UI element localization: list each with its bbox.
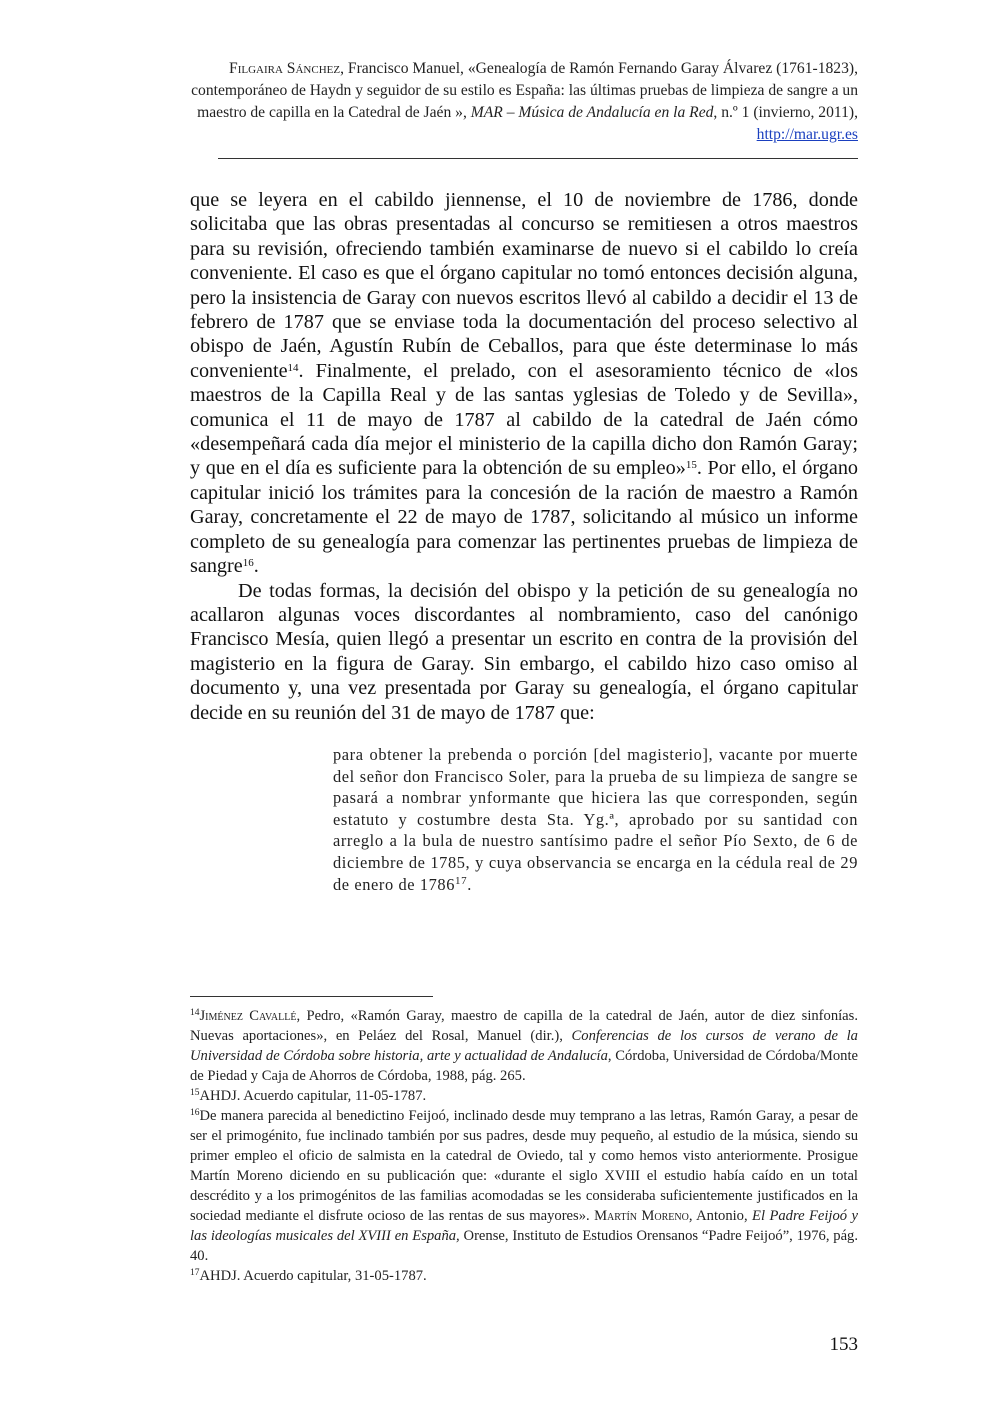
paragraph-1-part-d: . xyxy=(253,555,259,578)
paragraph-1 xyxy=(190,188,858,579)
block-quote xyxy=(333,744,858,895)
paragraph-1-part-b: . Finalmente, el prelado, con el asesoramiento técnico de «los maestros de la Capilla Real y de las santas yglesias de Toledo y de Sevilla», comunica el 11 de mayo de 1787 al cabildo de la catedral de Jaén cómo «desempeñará cada día mejor el ministerio de la capilla dicho don Ramón Garay; y que en el día es suficiente para la obtención de su empleo» xyxy=(190,359,858,480)
body-text xyxy=(190,188,858,725)
footnotes xyxy=(190,1006,858,1286)
paragraph-1-part-c: . Por ello, el órgano capitular inició los trámites para la concesión de la ración de maestro a Ramón Garay, concretamente el 22 de mayo de 1787, solicitando al músico un informe completo de su genealogía para comenzar las pertinentes pruebas de limpieza de sangre xyxy=(190,457,859,578)
footnote-ref-16[interactable]: 16 xyxy=(242,557,254,570)
header-issue: , n.º 1 (invierno, 2011), xyxy=(713,104,858,121)
footnote-17 xyxy=(190,1266,858,1286)
footnote-ref-15[interactable]: 15 xyxy=(685,459,697,472)
paragraph-1-part-a: que se leyera en el cabildo jiennense, el 10 de noviembre de 1786, donde solicitaba que las obras presentadas al concurso se remitiesen a otros maestros para su revisión, ofreciendo también examinarse de nuevo si el cabildo lo creía conveniente. El caso es que el órgano capitular no tomó entonces decisión alguna, pero la insistencia de Garay con nuevos escritos llevó al cabildo a decidir el 13 de febrero de 1787 que se enviase toda la documentación del proceso selectivo al obispo de Jaén, Agustín Rubín de Ceballos, para que éste determinase lo más conveniente xyxy=(190,189,858,382)
footnote-15-text: AHDJ. Acuerdo capitular, 11-05-1787. xyxy=(199,1088,427,1104)
footnote-rule xyxy=(190,996,433,997)
footnote-16-text-a: De manera parecida al benedictino Feijoó, inclinado desde muy temprano a las letras, Ramón Garay, a pesar de ser el primogénito, fue inclinado también por sus padres, desde muy pequeño, al estudio de la música, siendo su primer empleo el oficio de salmista en la catedral de Oviedo, tal y como hemos visto anteriormente. Prosigue Martín Moreno diciendo en su publicación que: «durante el siglo XVIII el estudio había caído en un total descrédito y a los primogénitos de las familias acomodadas se les consideraba suficientemente justificados en la sociedad mediante el disfrute ocioso de las rentas de sus mayores». xyxy=(190,1108,858,1224)
footnote-16-title: El Padre Feijoó y las ideologías musicales del XVIII en España, xyxy=(190,1208,858,1244)
footnote-15 xyxy=(190,1086,858,1106)
footnote-14-author: Jiménez Cavallé xyxy=(199,1008,297,1024)
footnote-14-text-b: , Córdoba, Universidad de Córdoba/Monte de Piedad y Caja de Ahorros de Córdoba, 1988, pág. 265. xyxy=(190,1048,858,1084)
footnote-14 xyxy=(190,1006,858,1086)
header-url-link[interactable]: http://mar.ugr.es xyxy=(756,126,858,143)
running-header xyxy=(190,58,858,146)
footnote-16-number: 16 xyxy=(190,1108,200,1118)
footnote-14-title: Conferencias de los cursos de verano de la Universidad de Córdoba sobre historia, arte y actualidad de Andalucía xyxy=(190,1028,858,1064)
header-citation: , Francisco Manuel, «Genealogía de Ramón Fernando Garay Álvarez (1761-1823), contemporáneo de Haydn y seguidor de su estilo es España: las últimas pruebas de limpieza de sangre a un maestro de capilla en la Catedral de Jaén », xyxy=(191,60,858,121)
footnote-16-text-c: Orense, Instituto de Estudios Orensanos “Padre Feijoó”, 1976, pág. 40. xyxy=(190,1228,858,1264)
paragraph-2: De todas formas, la decisión del obispo y la petición de su genealogía no acallaron algunas voces discordantes al nombramiento, caso del canónigo Francisco Mesía, quien llegó a presentar un escrito en contra de la provisión del magisterio en la figura de Garay. Sin embargo, el cabildo hizo caso omiso al documento y, una vez presentada por Garay su genealogía, el órgano capitular decide en su reunión del 31 de mayo de 1787 que: xyxy=(190,579,858,724)
footnote-ref-17[interactable]: 17 xyxy=(455,874,468,887)
block-quote-text: para obtener la prebenda o porción [del magisterio], vacante por muerte del señor don Francisco Soler, para la prueba de su limpieza de sangre se pasará a nombrar ynformante que hiciera las que corresponden, según estatuto y costumbre desta Sta. Yg.ª, aprobado por su santidad con arreglo a la bula de nuestro santísimo padre el señor Pío Sexto, de 6 de diciembre de 1785, y cuya observancia se encarga en la cédula real de 29 de enero de 1786 xyxy=(333,745,858,894)
header-journal: MAR – Música de Andalucía en la Red xyxy=(470,104,714,121)
footnote-16-text-b: , Antonio, xyxy=(688,1208,753,1224)
footnote-ref-14[interactable]: 14 xyxy=(287,361,299,374)
footnote-15-number: 15 xyxy=(190,1088,200,1098)
page-number: 153 xyxy=(829,1334,858,1355)
block-quote-end: . xyxy=(467,874,472,894)
header-rule xyxy=(218,158,858,159)
header-author: Filgaira Sánchez xyxy=(229,60,341,77)
footnote-14-number: 14 xyxy=(190,1008,200,1018)
footnote-17-text: AHDJ. Acuerdo capitular, 31-05-1787. xyxy=(199,1268,427,1284)
footnote-16 xyxy=(190,1106,858,1266)
footnote-14-text-a: , Pedro, «Ramón Garay, maestro de capilla de la catedral de Jaén, autor de diez sinfonías. Nuevas aportaciones», en Peláez del Rosal, Manuel (dir.), xyxy=(190,1008,858,1044)
footnote-16-author: Martín Moreno xyxy=(594,1208,689,1224)
footnote-17-number: 17 xyxy=(190,1268,200,1278)
